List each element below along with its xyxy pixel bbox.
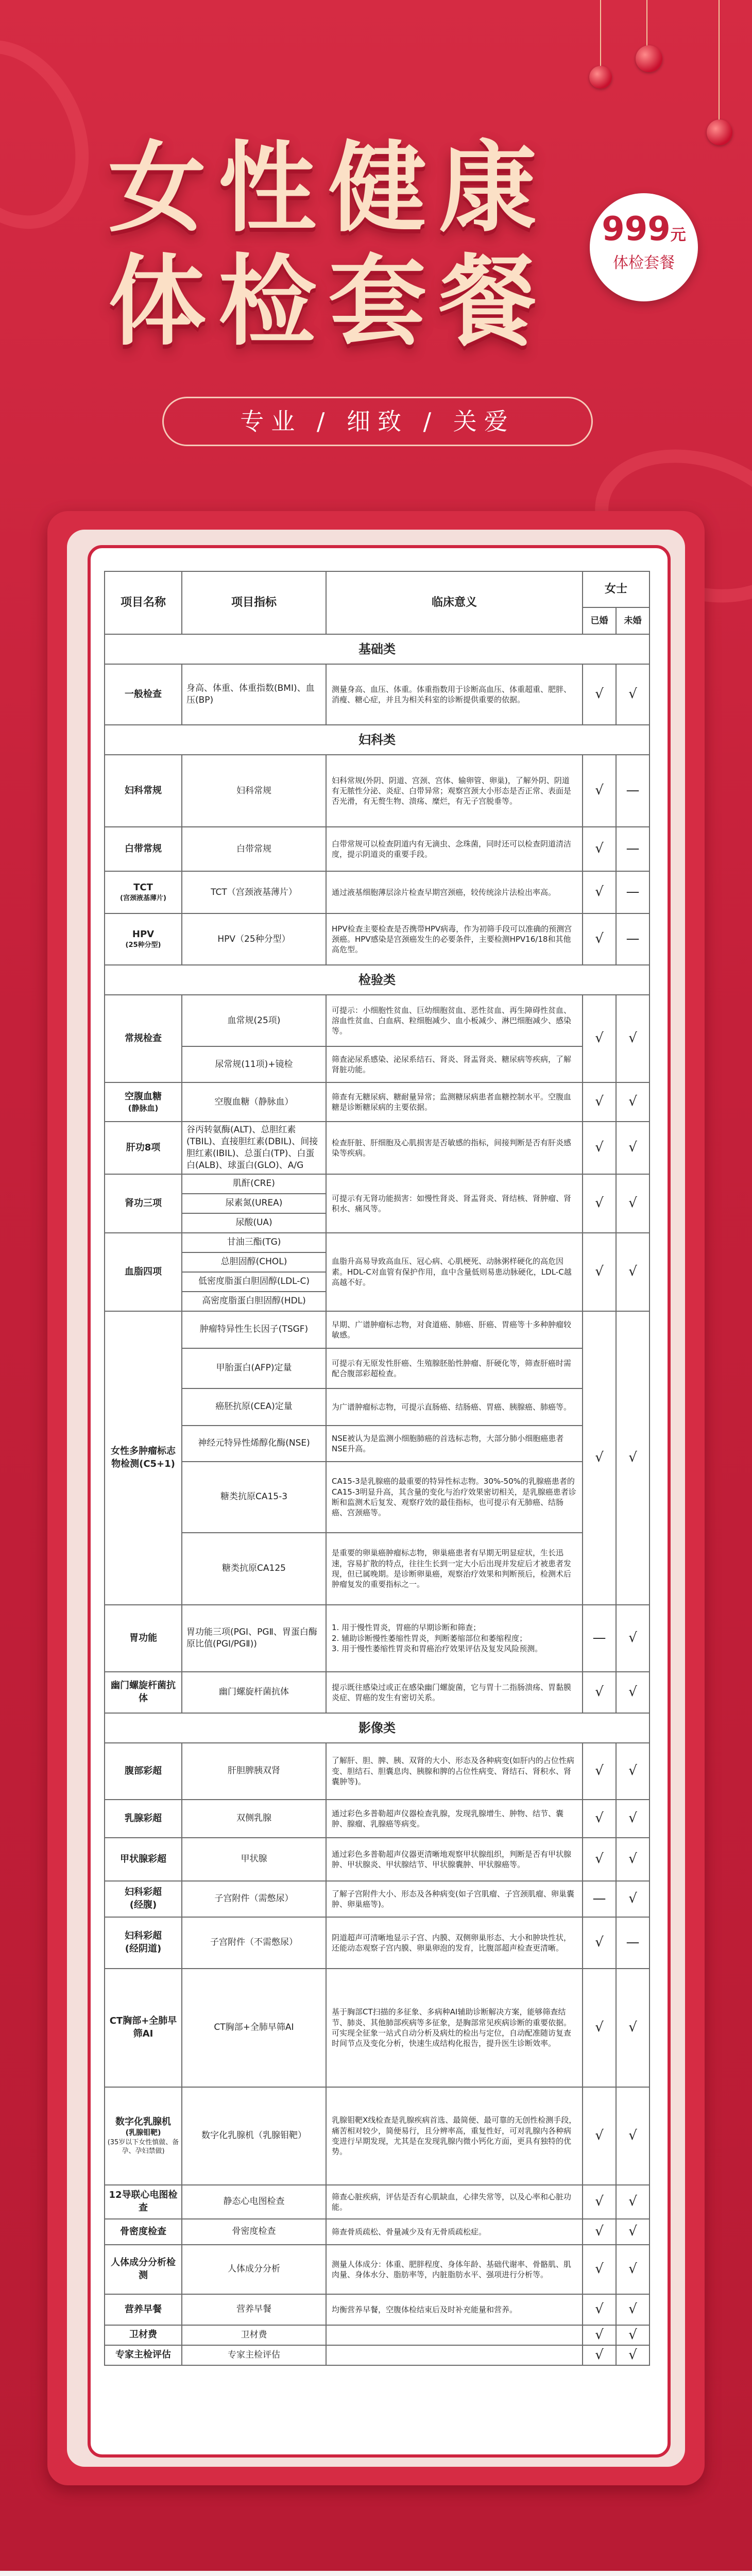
category-basic: 基础类 — [105, 634, 650, 664]
row-name — [105, 913, 182, 965]
row-desc: 筛查有无糖尿病、糖耐量异常；监测糖尿病患者血糖控制水平。空腹血糖是诊断糖尿病的主要依据。 — [326, 1082, 583, 1122]
row-item: 糖类抗原CA15-3 — [182, 1462, 326, 1533]
row-item: 尿酸(UA) — [182, 1213, 326, 1233]
row-desc: 可提示：小细胞性贫血、巨幼细胞贫血、恶性贫血、再生障碍性贫血、溶血性贫血、白血病、粒细胞减少、血小板减少、淋巴细胞减少、感染等。 — [326, 995, 583, 1046]
dash-mark: — — [616, 1917, 650, 1969]
check-mark: √ — [616, 664, 650, 725]
ornament-icon — [636, 45, 662, 72]
check-mark: √ — [583, 1969, 616, 2087]
check-mark: √ — [616, 1605, 650, 1672]
row-item: 高密度脂蛋白胆固醇(HDL) — [182, 1292, 326, 1311]
row-name-main: HPV — [132, 929, 155, 940]
row-item: 血常规(25项) — [182, 995, 326, 1046]
check-mark: √ — [583, 664, 616, 725]
table-row — [105, 2345, 650, 2365]
row-desc — [326, 2325, 583, 2345]
category-row — [105, 1713, 650, 1743]
row-name: CT胸部+全肺早筛AI — [105, 1969, 182, 2087]
title-line-2: 体检套餐 — [108, 244, 550, 359]
row-item: 身高、体重、体重指数(BMI)、血压(BP) — [182, 664, 326, 725]
header-unmarried: 未婚 — [616, 607, 650, 634]
dash-mark: — — [616, 827, 650, 871]
row-desc: 早期、广谱肿瘤标志物，对食道癌、肺癌、肝癌、胃癌等十多种肿瘤较敏感。 — [326, 1311, 583, 1348]
check-mark: √ — [583, 1672, 616, 1713]
table-row — [105, 1046, 650, 1082]
row-item: 卫材费 — [182, 2325, 326, 2345]
row-item: 谷丙转氨酶(ALT)、总胆红素(TBIL)、直接胆红素(DBIL)、间接胆红素(IBIL)、总蛋白(TP)、白蛋白(ALB)、球蛋白(GLO)、A/G — [182, 1122, 326, 1174]
row-desc: NSE被认为是监测小细胞肺癌的首选标志物，大部分肺小细胞癌患者NSE升高。 — [326, 1426, 583, 1462]
check-mark: √ — [583, 1082, 616, 1122]
row-item: 尿素氮(UREA) — [182, 1194, 326, 1213]
check-mark: √ — [583, 1233, 616, 1311]
table-row — [105, 1348, 650, 1388]
category-row — [105, 725, 650, 755]
package-table — [104, 571, 649, 2366]
row-name: 女性多肿瘤标志物检测(C5+1) — [105, 1311, 182, 1605]
row-desc: 均衡营养早餐，空腹体检结束后及时补充能量和营养。 — [326, 2294, 583, 2325]
row-name: 12导联心电图检查 — [105, 2185, 182, 2219]
row-item: 幽门螺旋杆菌抗体 — [182, 1672, 326, 1713]
row-desc: 基于胸部CT扫描的多征象、多病种AI辅助诊断解决方案，能够筛查结节、肺炎、其他肺部疾病等多征象，是胸部常见疾病诊断的重要依据。可实现全征象一站式自动分析及病灶的检出与定位，自动配准随访复查时间节点及变化分析，快速生成结构化报告，提升医生诊断效率。 — [326, 1969, 583, 2087]
row-desc: 测量身高、血压、体重。体重指数用于诊断高血压、体重超重、肥胖、消瘦、糖心症，并且为相关科室的诊断提供重要的依据。 — [326, 664, 583, 725]
table-row — [105, 1533, 650, 1605]
row-item: 数字化乳腺机（乳腺钼靶） — [182, 2087, 326, 2185]
ornament-string-1 — [600, 0, 601, 67]
row-name: 妇科常规 — [105, 755, 182, 827]
price-caption: 体检套餐 — [613, 254, 675, 272]
price-value: 999 — [602, 210, 671, 248]
table-row — [105, 1800, 650, 1838]
row-name: 营养早餐 — [105, 2294, 182, 2325]
row-desc: 可提示有无原发性肝癌、生殖腺胚胎性肿瘤、肝硬化等，筛查肝癌时需配合腹部彩超检查。 — [326, 1348, 583, 1388]
check-mark: √ — [616, 1082, 650, 1122]
row-item: 白带常规 — [182, 827, 326, 871]
table-row — [105, 913, 650, 965]
row-name-sub: (静脉血) — [128, 1104, 159, 1113]
check-mark: √ — [583, 871, 616, 913]
check-mark: √ — [616, 1174, 650, 1233]
check-mark: √ — [616, 2245, 650, 2294]
ornament-icon — [589, 66, 612, 89]
row-name — [105, 1881, 182, 1917]
table-row — [105, 995, 650, 1046]
row-desc: 1. 用于慢性胃炎，胃癌的早期诊断和筛查； 2. 辅助诊断慢性萎缩性胃炎，判断萎缩部位和萎缩程度； 3. 用于慢性萎缩性胃炎和胃癌治疗效果评估及复发风险预测。 — [326, 1605, 583, 1672]
row-item: 肝胆脾胰双肾 — [182, 1743, 326, 1800]
row-name: 白带常规 — [105, 827, 182, 871]
row-desc: 了解子宫附件大小、形态及各种病变(如子宫肌瘤、子宫颈肌瘤、卵巢囊肿、卵巢癌等)。 — [326, 1881, 583, 1917]
row-item: 糖类抗原CA125 — [182, 1533, 326, 1605]
check-mark: √ — [616, 2294, 650, 2325]
table-row — [105, 1743, 650, 1800]
row-name-sub: (经腹) — [129, 1899, 157, 1910]
table-header-row — [105, 571, 650, 607]
header-women: 女士 — [583, 571, 650, 607]
row-name — [105, 1082, 182, 1122]
row-item: TCT（宫颈液基薄片） — [182, 871, 326, 913]
table-row — [105, 2219, 650, 2245]
check-mark: √ — [616, 1743, 650, 1800]
row-desc: CA15-3是乳腺癌的最重要的特异性标志物。30%-50%的乳腺癌患者的CA15-3明显升高，其含量的变化与治疗效果密切相关，是乳腺癌患者诊断和监测术后复发、观察疗效的最佳指标，也可提示有无肺癌、结肠癌、宫颈癌等。 — [326, 1462, 583, 1533]
row-name: 胃功能 — [105, 1605, 182, 1672]
table-row — [105, 1082, 650, 1122]
row-name-sub: (乳腺钼靶) — [125, 2128, 161, 2137]
row-name: 血脂四项 — [105, 1233, 182, 1311]
row-item: 子宫附件（需憋尿） — [182, 1881, 326, 1917]
row-desc: 乳腺钼靶X线检查是乳腺疾病首选、最简便、最可靠的无创性检测手段，痛苦相对较少，简便易行，且分辨率高，重复性好，可对乳腺内各种病变进行早期发现，尤其是在发现乳腺内微小钙化方面，更具有独特的优势。 — [326, 2087, 583, 2185]
table-row — [105, 2185, 650, 2219]
table-row — [105, 1969, 650, 2087]
table-row — [105, 1388, 650, 1426]
row-desc: 筛查心脏疾病，评估是否有心肌缺血，心律失常等，以及心率和心脏功能。 — [326, 2185, 583, 2219]
table-row — [105, 827, 650, 871]
check-mark: √ — [583, 2245, 616, 2294]
check-mark: √ — [583, 1174, 616, 1233]
row-desc: 筛查泌尿系感染、泌尿系结石、肾炎、肾盂肾炎、糖尿病等疾病，了解肾脏功能。 — [326, 1046, 583, 1082]
row-desc: 测量人体成分：体重、肥胖程度、身体年龄、基础代谢率、骨骼肌、肌肉量、身体水分、脂肪率等，内脏脂肪水平、强项进行分析等。 — [326, 2245, 583, 2294]
header-indicator: 项目指标 — [182, 571, 326, 634]
row-desc: HPV检查主要检查是否携带HPV病毒，作为初筛手段可以准确的预测宫颈癌。HPV感染是宫颈癌发生的必要条件，主要检测HPV16/18和其他高危型。 — [326, 913, 583, 965]
check-mark: √ — [616, 1881, 650, 1917]
row-desc: 为广谱肿瘤标志物，可提示直肠癌、结肠癌、胃癌、胰腺癌、肺癌等。 — [326, 1388, 583, 1426]
row-desc: 妇科常规(外阴、阴道、宫颈、宫体、输卵管、卵巢)，了解外阴、阴道有无脓性分泌、炎症、白带异常；观察宫颈大小形态是否正常、表面是否光滑，有无赘生物、溃疡、糜烂，有无子宫脱垂等。 — [326, 755, 583, 827]
header-project-name: 项目名称 — [105, 571, 182, 634]
row-name-main: 空腹血糖 — [125, 1091, 162, 1102]
row-name: 常规检查 — [105, 995, 182, 1082]
check-mark: √ — [583, 2087, 616, 2185]
row-desc: 提示既往感染过或正在感染幽门螺旋菌，它与胃十二指肠溃疡、胃黏膜炎症、胃癌的发生有密切关系。 — [326, 1672, 583, 1713]
row-item: 人体成分分析 — [182, 2245, 326, 2294]
row-desc: 通过液基细胞薄层涂片检查早期宫颈癌，较传统涂片法检出率高。 — [326, 871, 583, 913]
row-name: 肾功三项 — [105, 1174, 182, 1233]
row-desc: 可提示有无肾功能损害：如慢性肾炎、肾盂肾炎、肾结核、肾肿瘤、肾积水、痛风等。 — [326, 1174, 583, 1233]
dash-mark: — — [616, 871, 650, 913]
row-item: 甲胎蛋白(AFP)定量 — [182, 1348, 326, 1388]
check-mark: √ — [616, 995, 650, 1082]
check-mark: √ — [583, 755, 616, 827]
row-item: 甘油三酯(TG) — [182, 1233, 326, 1252]
check-mark: √ — [616, 1311, 650, 1605]
row-desc: 了解肝、胆、脾、胰、双肾的大小、形态及各种病变(如肝内的占位性病变、胆结石、胆囊息肉、胰腺和脾的占位性病变、肾结石、肾积水、肾囊肿等)。 — [326, 1743, 583, 1800]
row-desc: 通过彩色多普勒超声仪器更清晰地观察甲状腺组织，判断是否有甲状腺肿、甲状腺炎、甲状腺结节、甲状腺囊肿、甲状腺癌等。 — [326, 1838, 583, 1881]
table-row — [105, 1917, 650, 1969]
check-mark: √ — [583, 2325, 616, 2345]
row-item: 肿瘤特异性生长因子(TSGF) — [182, 1311, 326, 1348]
check-mark: √ — [583, 1743, 616, 1800]
check-mark: √ — [583, 2219, 616, 2245]
check-mark: √ — [583, 995, 616, 1082]
row-desc: 是重要的卵巢癌肿瘤标志物，卵巢癌患者有早期无明显症状，生长迅速，容易扩散的特点，往往生长到一定大小后出现并发症后才被患者发现，但已属晚期。是诊断卵巢癌，观察治疗效果和判断预后，检测术后肿瘤复发的重要指标之一。 — [326, 1533, 583, 1605]
check-mark: √ — [583, 2185, 616, 2219]
table-row — [105, 2294, 650, 2325]
row-name: 幽门螺旋杆菌抗体 — [105, 1672, 182, 1713]
row-name-main: 妇科彩超 — [125, 1887, 162, 1898]
table-row — [105, 1672, 650, 1713]
check-mark: √ — [616, 1672, 650, 1713]
category-row — [105, 965, 650, 995]
row-item: 总胆固醇(CHOL) — [182, 1252, 326, 1272]
table-row — [105, 664, 650, 725]
table-row — [105, 1605, 650, 1672]
check-mark: √ — [616, 1969, 650, 2087]
row-item: 静态心电图检查 — [182, 2185, 326, 2219]
check-mark: √ — [616, 2345, 650, 2365]
check-mark: √ — [616, 2325, 650, 2345]
row-item: 专家主检评估 — [182, 2345, 326, 2365]
row-name-note: (35岁以下女性慎做、备孕、孕妇禁做) — [107, 2138, 179, 2156]
row-name — [105, 871, 182, 913]
title-line-1: 女性健康 — [108, 130, 550, 245]
category-gyn: 妇科类 — [105, 725, 650, 755]
table-row — [105, 2325, 650, 2345]
table-row — [105, 1174, 650, 1194]
row-item: 骨密度检查 — [182, 2219, 326, 2245]
check-mark: √ — [616, 1122, 650, 1174]
row-item: 营养早餐 — [182, 2294, 326, 2325]
row-desc: 血脂升高易导致高血压、冠心病、心肌梗死、动脉粥样硬化的高危因素。HDL-C对血管有保护作用，血中含量低则易患动脉硬化，LDL-C越高越不好。 — [326, 1233, 583, 1311]
check-mark: √ — [583, 2294, 616, 2325]
check-mark: √ — [583, 1800, 616, 1838]
ornament-string-2 — [646, 0, 647, 46]
header-meaning: 临床意义 — [326, 571, 583, 634]
row-desc: 筛查骨质疏松、骨量减少及有无骨质疏松症。 — [326, 2219, 583, 2245]
row-item: 甲状腺 — [182, 1838, 326, 1881]
check-mark: √ — [616, 2219, 650, 2245]
row-name-sub: (经阴道) — [125, 1943, 162, 1954]
check-mark: √ — [616, 1800, 650, 1838]
footer-hotline — [0, 2571, 752, 2576]
table-row — [105, 1233, 650, 1252]
check-mark: √ — [583, 2345, 616, 2365]
row-item: 双侧乳腺 — [182, 1800, 326, 1838]
row-name: 肝功8项 — [105, 1122, 182, 1174]
row-item: 肌酐(CRE) — [182, 1174, 326, 1194]
table-row — [105, 2245, 650, 2294]
ornament-string-3 — [719, 0, 720, 121]
check-mark: √ — [583, 1838, 616, 1881]
row-item: 妇科常规 — [182, 755, 326, 827]
category-imaging: 影像类 — [105, 1713, 650, 1743]
slogan: 专业 / 细致 / 关爱 — [162, 397, 593, 446]
row-item: 癌胚抗原(CEA)定量 — [182, 1388, 326, 1426]
row-item: HPV（25种分型） — [182, 913, 326, 965]
check-mark: √ — [616, 2087, 650, 2185]
row-desc: 检查肝脏、肝细胞及心肌损害是否敏感的指标，间接判断是否有肝炎感染等疾病。 — [326, 1122, 583, 1174]
row-item: 尿常规(11项)+镜检 — [182, 1046, 326, 1082]
row-name: 腹部彩超 — [105, 1743, 182, 1800]
row-name: 卫材费 — [105, 2325, 182, 2345]
category-lab: 检验类 — [105, 965, 650, 995]
check-mark: √ — [583, 1122, 616, 1174]
row-name-sub: (宫颈液基薄片) — [120, 894, 166, 903]
row-name-sub: (25种分型) — [125, 941, 161, 950]
row-desc: 通过彩色多普勒超声仪器检查乳腺，发现乳腺增生、肿物、结节、囊肿、腺瘤、乳腺癌等病变。 — [326, 1800, 583, 1838]
row-name — [105, 2087, 182, 2185]
header-married: 已婚 — [583, 607, 616, 634]
row-name-main: 妇科彩超 — [125, 1930, 162, 1942]
row-item: 神经元特异性烯醇化酶(NSE) — [182, 1426, 326, 1462]
table-row — [105, 1426, 650, 1462]
dash-mark: — — [583, 1881, 616, 1917]
table-row — [105, 1881, 650, 1917]
price-unit: 元 — [670, 226, 686, 244]
dash-mark: — — [583, 1605, 616, 1672]
row-item: 子宫附件（不需憋尿） — [182, 1917, 326, 1969]
dash-mark: — — [616, 913, 650, 965]
row-name: 骨密度检查 — [105, 2219, 182, 2245]
ornament-icon — [707, 120, 732, 145]
row-item: 空腹血糖（静脉血） — [182, 1082, 326, 1122]
row-desc: 白带常规可以检查阴道内有无滴虫、念珠菌，同时还可以检查阴道清洁度，提示阴道炎的重要手段。 — [326, 827, 583, 871]
row-item: CT胸部+全肺早筛AI — [182, 1969, 326, 2087]
table-row — [105, 2087, 650, 2185]
row-name: 专家主检评估 — [105, 2345, 182, 2365]
table-row — [105, 755, 650, 827]
row-name: 一般检查 — [105, 664, 182, 725]
check-mark: √ — [616, 1233, 650, 1311]
check-mark: √ — [583, 913, 616, 965]
row-name-main: TCT — [133, 882, 153, 893]
row-name: 人体成分分析检测 — [105, 2245, 182, 2294]
table-row — [105, 1311, 650, 1348]
row-name — [105, 1917, 182, 1969]
check-mark: √ — [583, 1917, 616, 1969]
row-name-main: 数字化乳腺机 — [115, 2116, 171, 2127]
table-row — [105, 871, 650, 913]
check-mark: √ — [616, 1838, 650, 1881]
row-desc — [326, 2345, 583, 2365]
check-mark: √ — [583, 1311, 616, 1605]
category-row — [105, 634, 650, 664]
row-desc: 阴道超声可清晰地显示子宫、内膜、双侧卵巢形态、大小和肿块性状，还能动态观察子宫内膜、卵巢卵泡的发育，比腹部超声检查更清晰。 — [326, 1917, 583, 1969]
row-item: 胃功能三项(PGⅠ、PGⅡ、胃蛋白酶原比值(PGⅠ/PGⅡ)) — [182, 1605, 326, 1672]
check-mark: √ — [616, 2185, 650, 2219]
check-mark: √ — [583, 827, 616, 871]
table-row — [105, 1838, 650, 1881]
table-row — [105, 1462, 650, 1533]
table-row — [105, 1122, 650, 1174]
price-badge — [590, 193, 698, 301]
row-name: 乳腺彩超 — [105, 1800, 182, 1838]
row-item: 低密度脂蛋白胆固醇(LDL-C) — [182, 1272, 326, 1292]
row-name: 甲状腺彩超 — [105, 1838, 182, 1881]
dash-mark: — — [616, 755, 650, 827]
